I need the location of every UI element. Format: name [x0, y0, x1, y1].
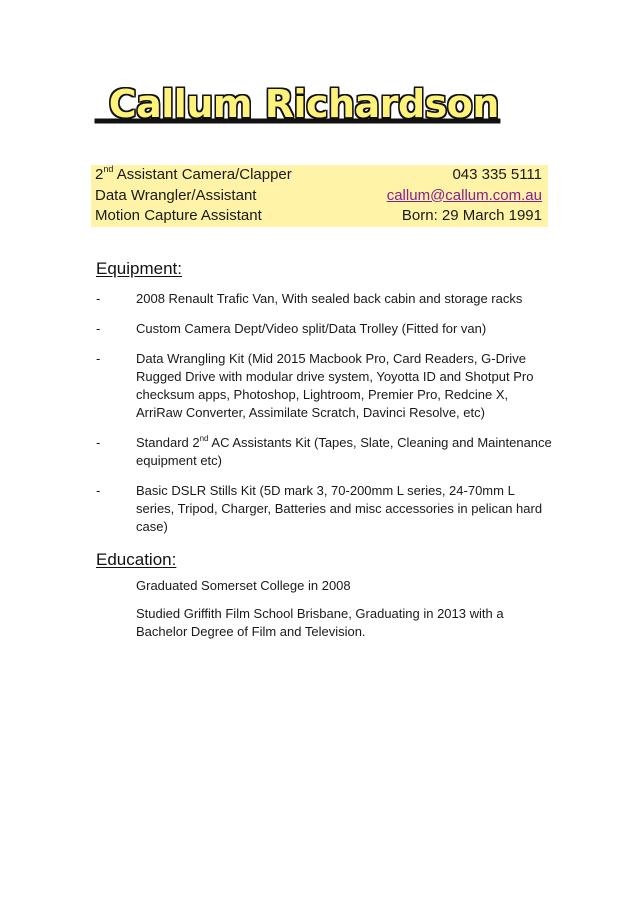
email-link[interactable]: callum@callum.com.au [386, 186, 542, 204]
education-heading: Education: [96, 550, 177, 569]
info-row-2 [91, 186, 548, 207]
phone-number: 043 335 5111 [452, 166, 542, 183]
info-row-1 [91, 165, 548, 186]
list-item: - 2008 Renault Trafic Van, With sealed back cabin and storage racks [96, 291, 523, 306]
list-item: - Data Wrangling Kit (Mid 2015 Macbook Pro, Card Readers, G-Drive Rugged Drive with modular drive system, Yoyotta ID and Shotput Pro checksum apps, Photoshop, Lightroom, Premier Pro, Redcine X, ArriRaw Converter, Assimilate Scratch, Davinci Resolve, etc) [96, 351, 534, 420]
list-item: - Basic DSLR Stills Kit (5D mark 3, 70-200mm L series, 24-70mm L series, Tripod, Charger, Batteries and misc accessories in pelican hard case) [96, 483, 543, 534]
equipment-heading: Equipment: [96, 259, 182, 278]
education-item: Studied Griffith Film School Brisbane, Graduating in 2013 with a Bachelor Degree of Film and Television. [136, 606, 504, 639]
role-data-wrangler: Data Wrangler/Assistant [95, 186, 257, 204]
contact-info-box [91, 165, 548, 227]
list-item: - Standard 2nd AC Assistants Kit (Tapes, Slate, Cleaning and Maintenance equipment etc) [96, 433, 552, 468]
role-camera: 2nd Assistant Camera/Clapper [95, 164, 292, 183]
role-motion-capture: Motion Capture Assistant [95, 207, 262, 224]
education-item: Graduated Somerset College in 2008 [136, 578, 351, 593]
info-row-3 [91, 206, 548, 227]
birth-date: Born: 29 March 1991 [401, 207, 542, 224]
equipment-list [96, 290, 556, 548]
resume-name: Callum Richardson [108, 82, 499, 126]
education-list [136, 577, 556, 651]
list-item: - Custom Camera Dept/Video split/Data Trolley (Fitted for van) [96, 321, 487, 336]
